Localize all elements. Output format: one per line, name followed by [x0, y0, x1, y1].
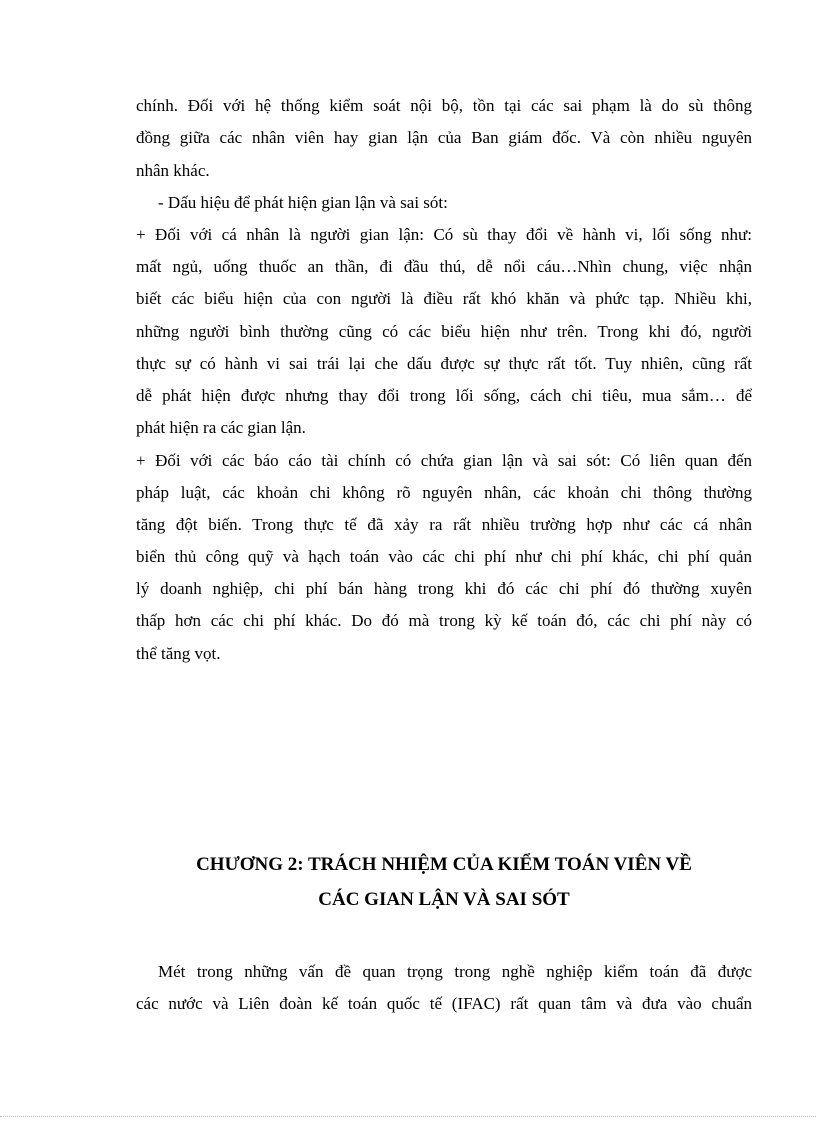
text-line: biết các biểu hiện của con người là điều rất khó khăn và phức tạp. Nhiều khi, — [136, 289, 752, 308]
text-line: tăng đột biến. Trong thực tế đã xảy ra rất nhiều trường hợp như các cá nhân — [136, 515, 752, 534]
text-line: thực sự có hành vi sai trái lại che dấu được sự thực rất tốt. Tuy nhiên, cũng rất — [136, 354, 752, 373]
text-line: Mét trong những vấn đề quan trọng trong nghề nghiệp kiểm toán đã được — [158, 962, 752, 981]
chapter-heading-line: CÁC GIAN LẬN VÀ SAI SÓT — [318, 889, 570, 910]
text-line: - Dấu hiệu để phát hiện gian lận và sai sót: — [158, 193, 448, 212]
text-line: chính. Đối với hệ thống kiểm soát nội bộ, tồn tại các sai phạm là do sù thông — [136, 96, 752, 115]
text-line: mất ngủ, uống thuốc an thần, đi đầu thú, dễ nổi cáu…Nhìn chung, việc nhận — [136, 257, 752, 276]
text-line: thấp hơn các chi phí khác. Do đó mà trong kỳ kế toán đó, các chi phí này có — [136, 611, 752, 630]
text-line: thể tăng vọt. — [136, 644, 221, 663]
page-bottom-divider — [0, 1116, 816, 1117]
text-line: những người bình thường cũng có các biểu hiện như trên. Trong khi đó, người — [136, 322, 752, 341]
text-line: + Đối với cá nhân là người gian lận: Có sù thay đổi về hành vi, lối sống như: — [136, 225, 752, 244]
chapter-heading-line: CHƯƠNG 2: TRÁCH NHIỆM CỦA KIỂM TOÁN VIÊN VỀ — [196, 854, 692, 875]
text-line: đồng giữa các nhân viên hay gian lận của Ban giám đốc. Và còn nhiều nguyên — [136, 128, 752, 147]
text-line: pháp luật, các khoản chi không rõ nguyên nhân, các khoản chi thông thường — [136, 483, 752, 502]
text-line: lý doanh nghiệp, chi phí bán hàng trong khi đó các chi phí đó thường xuyên — [136, 579, 752, 598]
text-line: + Đối với các báo cáo tài chính có chứa gian lận và sai sót: Có liên quan đến — [136, 451, 752, 470]
text-line: biển thủ công quỹ và hạch toán vào các chi phí như chi phí khác, chi phí quản — [136, 547, 752, 566]
text-line: phát hiện ra các gian lận. — [136, 418, 306, 437]
text-line: các nước và Liên đoàn kế toán quốc tế (IFAC) rất quan tâm và đưa vào chuẩn — [136, 994, 752, 1013]
text-line: dễ phát hiện được nhưng thay đổi trong lối sống, cách chi tiêu, mua sắm… để — [136, 386, 752, 405]
text-line: nhân khác. — [136, 161, 210, 180]
